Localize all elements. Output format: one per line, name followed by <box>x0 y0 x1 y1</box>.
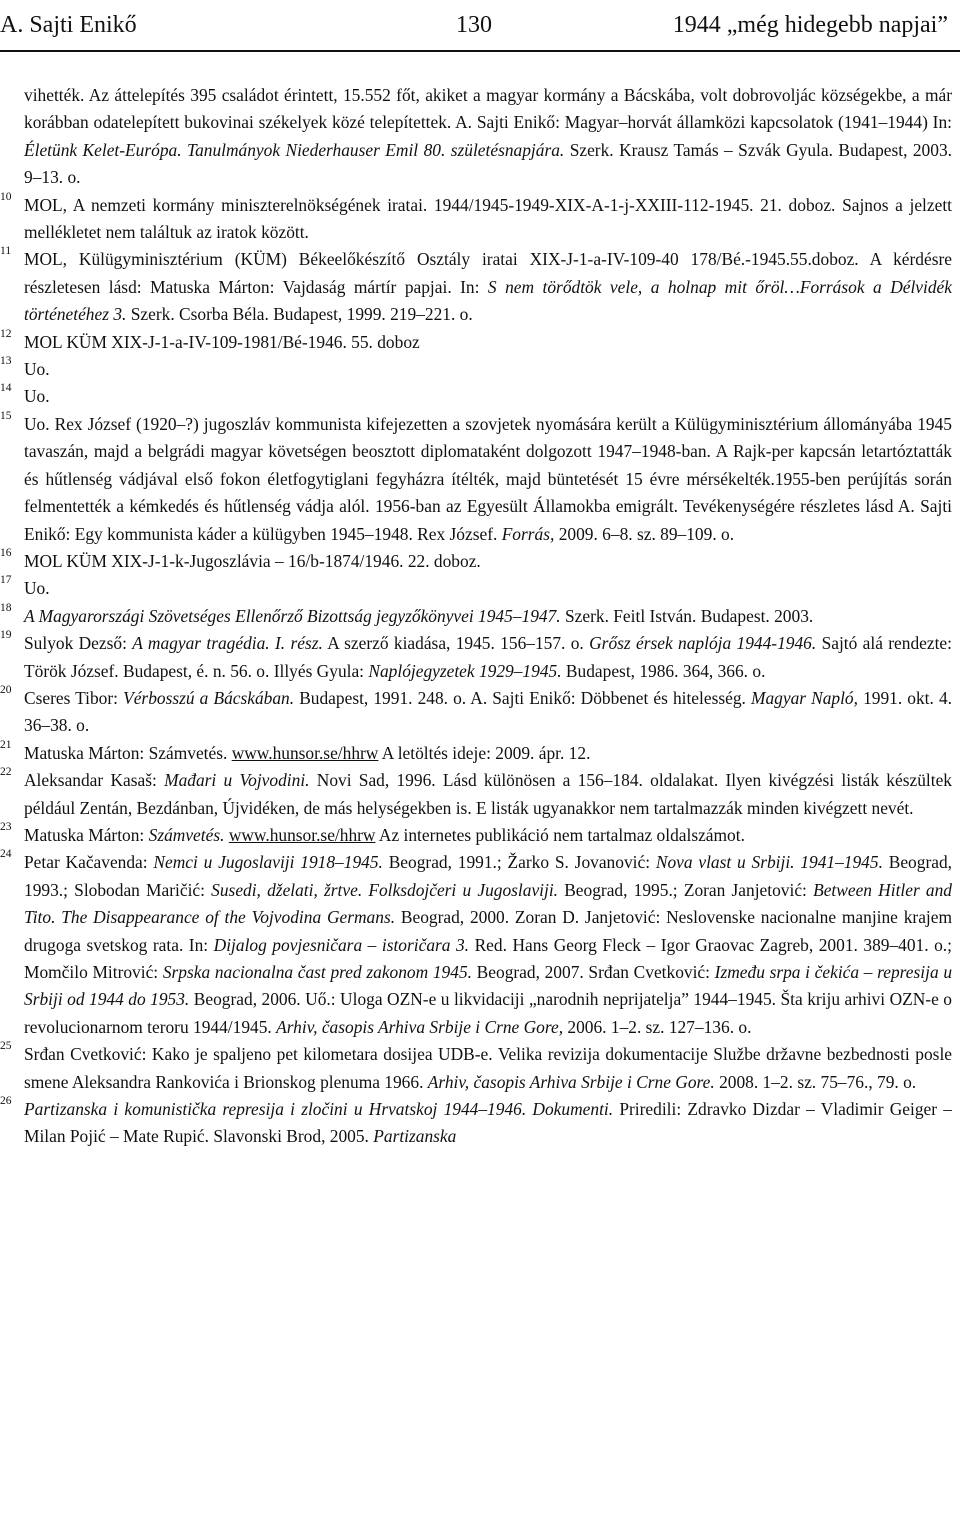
footnote-text: 1991. okt. 4. 36–38. o. <box>24 687 952 736</box>
footnote <box>0 356 960 383</box>
footnote-text: Beograd, 1995.; Zoran Janjetović: <box>558 879 814 900</box>
header-author: A. Sajti Enikő <box>0 12 137 38</box>
footnote-text: Matuska Márton: Számvetés. <box>24 742 232 763</box>
footnote-number: 25 <box>0 1040 12 1053</box>
footnote-number: 21 <box>0 738 12 751</box>
footnote <box>0 411 960 548</box>
footnote-number: 16 <box>0 546 12 559</box>
footnote-text: Petar Kačavenda: <box>24 852 154 873</box>
footnote-title-italic: A magyar tragédia. I. rész. <box>132 633 323 654</box>
footnote <box>0 685 960 740</box>
footnote-text: Priredili: Zdravko Dizdar – Vladimir Geiger – Milan Pojić – Mate Rupić. Slavonski Brod, 2005. <box>24 1099 953 1147</box>
footnote-title-italic: Naplójegyzetek 1929–1945. <box>368 660 562 681</box>
footnote-text: Budapest, 1986. 364, 366. o. <box>561 660 766 681</box>
footnote-text: Uo. <box>24 578 50 599</box>
footnote <box>0 603 960 630</box>
footnote-text: 2009. 6–8. sz. 89–109. o. <box>554 523 735 544</box>
footnote-text: Budapest, 1991. 248. o. A. Sajti Enikő: Döbbenet és hitelesség. <box>294 687 751 708</box>
footnote-title-italic: Srpska nacionalna čast pred zakonom 1945. <box>162 962 472 982</box>
footnote-title-italic: Partizanska i komunistička represija i zločini u Hrvatskoj 1944–1946. Dokumenti. <box>24 1099 614 1120</box>
footnote-title-italic: Između srpa i čekića – represija u Srbiji od 1944 do 1953. <box>24 962 953 1010</box>
footnote-text: MOL, Külügyminisztérium (KÜM) Békeelőkészítő Osztály iratai XIX-J-1-a-IV-109-40 178/Bé.-1945.55.doboz. A kérdésre részletesen lásd: Matuska Márton: Vajdaság mártír papjai. In: <box>24 249 952 297</box>
footnote-title-italic: Dijalog povjesničara – istoričara 3. <box>213 934 470 955</box>
footnote-text: Novi Sad, 1996. Lásd különösen a 156–184. oldalakat. Ilyen kivégzési listák készültek például Zentán, Bezdánban, Újvidéken, de más helységekben is. E listák ugyanakkor nem tartalmazzák minden kivégzett nevét. <box>24 770 952 818</box>
footnote <box>0 849 960 1041</box>
footnote <box>0 767 960 822</box>
footnote-text: Uo. <box>24 386 50 407</box>
footnote-text: A szerző kiadása, 1945. 156–157. o. <box>322 633 590 654</box>
footnote-text: Szerk. Krausz Tamás – Szvák Gyula. Budapest, 2003. 9–13. o. <box>24 139 952 188</box>
footnote <box>0 82 960 192</box>
footnote <box>0 383 960 410</box>
footnote-title-italic: S nem törődtök vele, a holnap mit őröl…Források a Délvidék történetéhez 3. <box>24 276 952 325</box>
header-rule <box>0 50 960 52</box>
footnote-title-italic: Nemci u Jugoslaviji 1918–1945. <box>153 852 383 873</box>
footnote-text: MOL, A nemzeti kormány miniszterelnökségének iratai. 1944/1945-1949-XIX-A-1-j-XXIII-112-1945. 21. doboz. Sajnos a jelzett mellékletet nem találtuk az iratok között. <box>24 194 952 243</box>
footnote <box>0 630 960 685</box>
footnote-title-italic: Partizanska <box>373 1126 457 1147</box>
footnote-number: 24 <box>0 848 12 861</box>
footnote-text: Beograd, 2006. Uő.: Uloga OZN-e u likvidaciji „narodnih neprijatelja” 1944–1945. Šta kriju arhivi OZN-e o revolucionarnom teroru 1944/1945. <box>24 989 952 1037</box>
running-header <box>0 0 960 50</box>
footnote-title-italic: Susedi, dželati, žrtve. Folksdojčeri u Jugoslaviji. <box>211 879 559 900</box>
page-number: 130 <box>456 12 492 38</box>
footnote <box>0 329 960 356</box>
footnote-link-text: www.hunsor.se/hhrw <box>228 824 376 845</box>
footnote-text: Sulyok Dezső: <box>24 633 133 654</box>
footnote-number: 18 <box>0 601 12 614</box>
footnote-title-italic: Forrás, <box>501 523 555 544</box>
footnote-title-italic: Életünk Kelet-Európa. Tanulmányok Niederhauser Emil 80. születésnapjára. <box>24 139 565 160</box>
footnote-text: Srđan Cvetković: Kako je spaljeno pet kilometara dosijea UDB-e. Velika revizija dokumentacije Službe državne bezbednosti posle smene Aleksandra Rankovića i Brionskog plenuma 1966. <box>24 1044 952 1092</box>
footnote-number: 19 <box>0 629 12 642</box>
footnote-title-italic: A Magyarországi Szövetséges Ellenőrző Bizottság jegyzőkönyvei 1945–1947. <box>24 605 561 626</box>
footnote-text: Sajtó alá rendezte: Török József. Budapest, é. n. 56. o. Illyés Gyula: <box>24 633 952 681</box>
footnote-title-italic: Between Hitler and Tito. The Disappearance of the Vojvodina Germans. <box>24 879 952 928</box>
footnote-number: 22 <box>0 766 12 779</box>
footnote-number: 17 <box>0 574 12 587</box>
footnote-title-italic: Nova vlast u Srbiji. 1941–1945. <box>655 852 883 873</box>
footnote-title-italic: Grősz érsek naplója 1944-1946. <box>589 633 817 654</box>
footnote-text: MOL KÜM XIX-J-1-k-Jugoszlávia – 16/b-1874/1946. 22. doboz. <box>24 550 481 571</box>
footnote-text: Szerk. Csorba Béla. Budapest, 1999. 219–221. o. <box>126 304 473 325</box>
footnote-title-italic: Mađari u Vojvodini. <box>164 770 310 791</box>
footnote-number: 11 <box>0 245 12 258</box>
footnote-number: 14 <box>0 382 12 395</box>
footnote-number: 23 <box>0 820 12 833</box>
footnote-text: A letöltés ideje: 2009. ápr. 12. <box>378 742 591 763</box>
footnote-title-italic: Vérbosszú a Bácskában. <box>123 687 295 708</box>
footnote-text: Cseres Tibor: <box>24 687 124 708</box>
footnote-text: Beograd, 1993.; Slobodan Maričić: <box>24 852 953 900</box>
footnote <box>0 246 960 328</box>
footnote-number: 15 <box>0 409 12 422</box>
footnote <box>0 192 960 247</box>
footnote-text: Beograd, 1991.; Žarko S. Jovanović: <box>382 852 656 873</box>
footnote-text: 2006. 1–2. sz. 127–136. o. <box>563 1016 752 1037</box>
footnote-text: Matuska Márton: <box>24 824 149 845</box>
footnote <box>0 548 960 575</box>
footnotes <box>0 82 960 1151</box>
footnote-number: 20 <box>0 683 12 696</box>
footnote-text: Beograd, 2007. Srđan Cvetković: <box>472 962 715 982</box>
footnote-number: 26 <box>0 1095 12 1108</box>
footnote-text: Red. Hans Georg Fleck – Igor Graovac Zagreb, 2001. 389–401. o.; Momčilo Mitrović: <box>24 934 952 982</box>
footnote <box>0 575 960 602</box>
footnote-text: vihették. Az áttelepítés 395 családot érintett, 15.552 főt, akiket a magyar kormány a Bácskába, volt dobrovoljác községekbe, a már korábban odatelepített bukovinai székelyek közé telepítettek. A. Sajti Enikő: Magyar–horvát államközi kapcsolatok (1941–1944) In: <box>24 85 952 133</box>
footnote <box>0 1096 960 1151</box>
footnote-text: Beograd, 2000. Zoran D. Janjetović: Neslovenske nacionalne manjine krajem drugoga svetskog rata. In: <box>24 907 952 955</box>
footnote <box>0 1041 960 1096</box>
footnote-title-italic: Számvetés. <box>148 824 225 845</box>
footnote-title-italic: Arhiv, časopis Arhiva Srbije i Crne Gore. <box>427 1071 715 1092</box>
footnote-text: Aleksandar Kasaš: <box>24 770 165 791</box>
header-title: 1944 „még hidegebb napjai” <box>672 12 948 38</box>
footnote-text: Az internetes publikáció nem tartalmaz oldalszámot. <box>375 824 745 845</box>
footnote-text: Uo. <box>24 359 50 380</box>
footnote-title-italic: Arhiv, časopis Arhiva Srbije i Crne Gore, <box>276 1016 564 1037</box>
footnote <box>0 740 960 767</box>
footnote <box>0 822 960 849</box>
footnote-text: Szerk. Feitl István. Budapest. 2003. <box>560 605 814 626</box>
footnote-number: 13 <box>0 355 12 368</box>
footnote-text: MOL KÜM XIX-J-1-a-IV-109-1981/Bé-1946. 55. doboz <box>24 331 420 352</box>
footnote-number: 12 <box>0 327 12 340</box>
footnote-number: 10 <box>0 190 12 203</box>
footnote-title-italic: Magyar Napló, <box>750 687 858 708</box>
footnote-link-text: www.hunsor.se/hhrw <box>231 742 379 763</box>
footnote-text: 2008. 1–2. sz. 75–76., 79. o. <box>714 1071 917 1092</box>
footnote-text: Uo. Rex József (1920–?) jugoszláv kommunista kifejezetten a szovjetek nyomására került a Külügyminisztérium állományába 1945 tavaszán, majd a belgrádi magyar követségen beosztott diplomataként dolgozott 1947–1948-ban. A Rajk-per kapcsán letartóztatták és hűtlenség vádjával első fokon életfogytiglani fegyházra ítélték, majd büntetését 15 évre mérsékelték.1955-ben perújítás során felmentették a kémkedés és hűtlenség vádja alól. 1956-ban az Egyesült Államokba emigrált. Tevékenységére részletes lásd A. Sajti Enikő: Egy kommunista káder a külügyben 1945–1948. Rex József. <box>24 413 952 544</box>
